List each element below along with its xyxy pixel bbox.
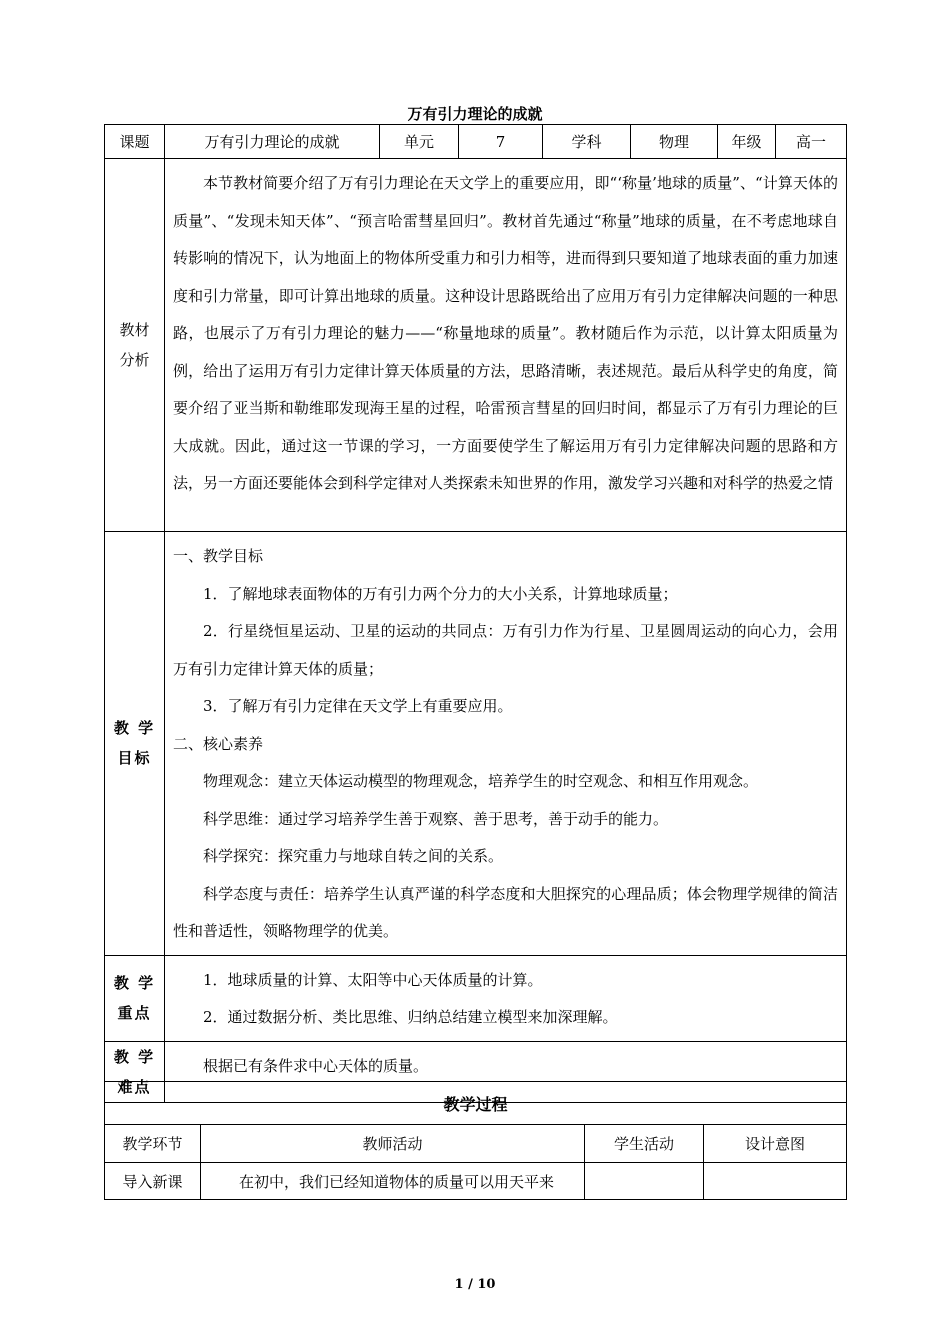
- analysis-text-cell: [165, 159, 847, 532]
- col-student: 学生活动: [585, 1125, 704, 1163]
- subject-value: 物理: [631, 125, 718, 159]
- row-teacher-activity: 在初中，我们已经知道物体的质量可以用天平来: [201, 1163, 585, 1200]
- process-header-row: [105, 1125, 847, 1163]
- col-intent: 设计意图: [704, 1125, 847, 1163]
- lesson-info-table: [104, 124, 847, 1103]
- analysis-row: [105, 159, 847, 532]
- core-literacy-4: 科学态度与责任：培养学生认真严谨的科学态度和大胆探究的心理品质；体会物理学规律的简洁性和普适性，领略物理学的优美。: [173, 884, 838, 940]
- key-point-1: 1．地球质量的计算、太阳等中心天体质量的计算。: [203, 970, 543, 989]
- process-title-row: [105, 1082, 847, 1125]
- row-design-intent: [704, 1163, 847, 1200]
- objectives-text-cell: [165, 532, 847, 956]
- analysis-label: 教材 分析: [105, 159, 165, 532]
- table-row: [105, 1163, 847, 1200]
- core-literacy-3: 科学探究：探究重力与地球自转之间的关系。: [203, 847, 504, 865]
- col-teacher: 教师活动: [201, 1125, 585, 1163]
- key-points-text-cell: [165, 955, 847, 1041]
- label-subject: 学科: [543, 125, 631, 159]
- key-point-2: 2．通过数据分析、类比思维、归纳总结建立模型来加深理解。: [203, 1008, 618, 1026]
- objectives-row: [105, 532, 847, 956]
- process-title: 教学过程: [105, 1082, 847, 1125]
- label-topic: 课题: [105, 125, 165, 159]
- difficulty-text: 根据已有条件求中心天体的质量。: [203, 1056, 429, 1075]
- objectives-label: 教 学 目标: [105, 532, 165, 956]
- key-points-row: [105, 955, 847, 1041]
- key-points-label: 教 学 重点: [105, 955, 165, 1041]
- objectives-heading-1: 一、教学目标: [173, 547, 264, 565]
- objective-item-3: 3．了解万有引力定律在天文学上有重要应用。: [203, 697, 513, 715]
- label-grade: 年级: [718, 125, 776, 159]
- document-title: 万有引力理论的成就: [407, 105, 543, 123]
- objectives-heading-2: 二、核心素养: [173, 734, 264, 753]
- row-student-activity: [585, 1163, 704, 1200]
- row-stage: 导入新课: [105, 1163, 201, 1200]
- difficulties-label: 教 学 难点: [105, 1041, 165, 1102]
- objective-item-1: 1．了解地球表面物体的万有引力两个分力的大小关系，计算地球质量；: [203, 584, 678, 603]
- page-number: 1 / 10: [454, 1277, 496, 1292]
- objective-item-2: 2．行星绕恒星运动、卫星的运动的共同点：万有引力作为行星、卫星圆周运动的向心力，会用万有引力定律计算天体的质量；: [173, 622, 838, 678]
- header-row: [105, 125, 847, 159]
- grade-value: 高一: [776, 125, 847, 159]
- unit-value: 7: [459, 125, 543, 159]
- analysis-paragraph: 本节教材简要介绍了万有引力理论在天文学上的重要应用，即“‘称量’地球的质量”、“计算天体的质量”、“发现未知天体”、“预言哈雷彗星回归”。教材首先通过“称量”地球的质量，在不考虑地球自转影响的情况下，认为地面上的物体所受重力和引力相等，进而得到只要知道了地球表面的重力加速度和引力常量，即可计算出地球的质量。这种设计思路既给出了应用万有引力定律解决问题的一种思路，也展示了万有引力理论的魅力——“称量地球的质量”。教材随后作为示范，以计算太阳质量为例，给出了运用万有引力定律计算天体质量的方法，思路清晰，表述规范。最后从科学史的角度，简要介绍了亚当斯和勒维耶发现海王星的过程，哈雷预言彗星的回归时间，都显示了万有引力理论的巨大成就。因此，通过这一节课的学习，一方面要使学生了解运用万有引力定律解决问题的思路和方法，另一方面还要能体会到科学定律对人类探索未知世界的作用，激发学习兴趣和对科学的热爱之情: [173, 174, 838, 492]
- label-unit: 单元: [380, 125, 459, 159]
- core-literacy-2: 科学思维：通过学习培养学生善于观察、善于思考，善于动手的能力。: [203, 809, 669, 828]
- core-literacy-1: 物理观念：建立天体运动模型的物理观念，培养学生的时空观念、和相互作用观念。: [203, 772, 759, 790]
- col-stage: 教学环节: [105, 1125, 201, 1163]
- topic-value: 万有引力理论的成就: [165, 125, 380, 159]
- teaching-process-table: [104, 1081, 847, 1200]
